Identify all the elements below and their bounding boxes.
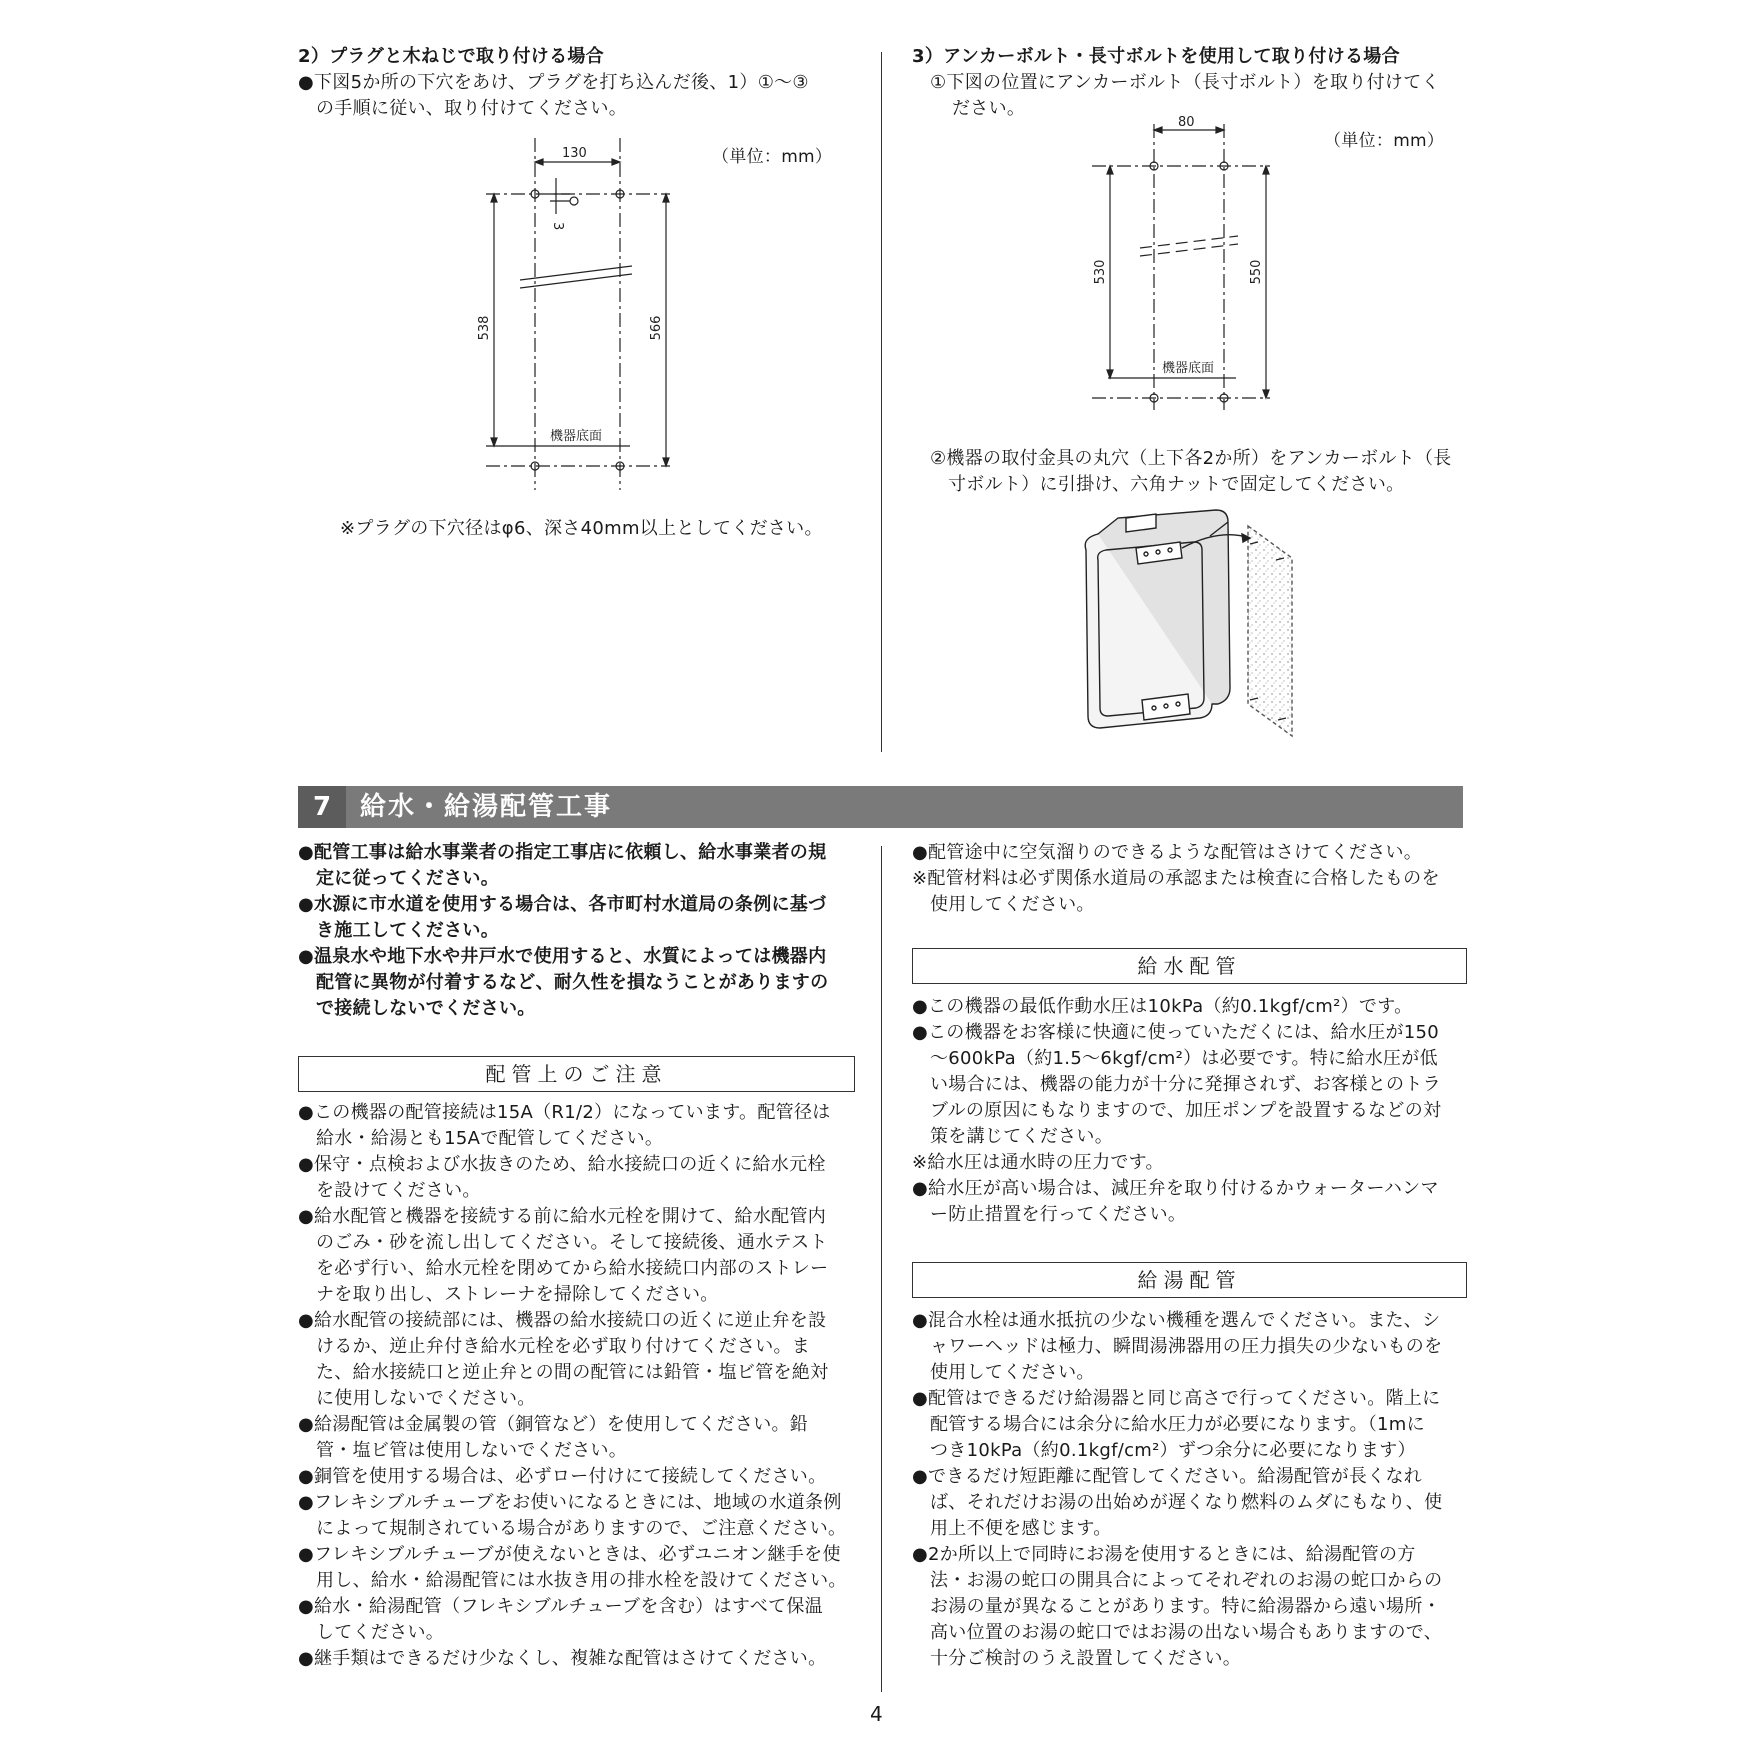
hot-3-line1: ●できるだけ短距離に配管してください。給湯配管が長くなれ — [912, 1466, 1423, 1487]
bold-item-2-line1: ●水源に市水道を使用する場合は、各市町村水道局の条例に基づ — [298, 894, 827, 915]
hot-water-subhead: 給湯配管 — [912, 1262, 1467, 1298]
water-2-line3: い場合には、機器の能力が十分に発揮されず、お客様とのトラ — [930, 1074, 1441, 1095]
caution-4-line4: に使用しないでください。 — [316, 1388, 536, 1409]
right-bottom-intro — [912, 840, 1472, 918]
anchor-step2-line1: ②機器の取付金具の丸穴（上下各2か所）をアンカーボルト（長 — [930, 448, 1452, 469]
water-supply-list — [912, 994, 1472, 1228]
water-2-line2: ～600kPa（約1.5～6kgf/cm²）は必要です。特に給水圧が低 — [930, 1048, 1438, 1069]
plug-hole-diagram — [470, 138, 710, 500]
bold-item-1-line2: 定に従ってください。 — [316, 868, 499, 889]
anchor-step1-line1: ①下図の位置にアンカーボルト（長寸ボルト）を取り付けてく — [930, 72, 1440, 93]
intro-1-line1: ●配管途中に空気溜りのできるような配管はさけてください。 — [912, 842, 1423, 863]
hot-4-line3: お湯の量が異なることがあります。特に給湯器から遠い場所・ — [930, 1596, 1441, 1617]
dim-height-530: 530 — [1093, 259, 1108, 285]
section-banner — [298, 786, 1463, 828]
caution-3-line3: を必ず行い、給水元栓を閉めてから給水接続口内部のストレー — [316, 1258, 829, 1279]
caution-1-line1: ●この機器の配管接続は15A（R1/2）になっています。配管径は — [298, 1102, 831, 1123]
column-divider-bottom — [881, 846, 882, 1692]
hot-4-line4: 高い位置のお湯の蛇口ではお湯の出ない場合もありますので、 — [930, 1622, 1443, 1643]
anchor-heading: 3）アンカーボルト・長寸ボルトを使用して取り付ける場合 — [912, 46, 1400, 67]
caution-8-line2: 用し、給水・給湯配管には水抜き用の排水栓を設けてください。 — [316, 1570, 847, 1591]
caution-2-line2: を設けてください。 — [316, 1180, 481, 1201]
water-2-line4: ブルの原因にもなりますので、加圧ポンプを設置するなどの対 — [930, 1100, 1442, 1121]
hot-1-line1: ●混合水栓は通水抵抗の少ない機種を選んでください。また、シ — [912, 1310, 1441, 1331]
caution-7-line1: ●フレキシブルチューブをお使いになるときには、地域の水道条例 — [298, 1492, 842, 1513]
caution-1-line2: 給水・給湯とも15Aで配管してください。 — [316, 1128, 664, 1149]
hot-2-line1: ●配管はできるだけ給湯器と同じ高さで行ってください。階上に — [912, 1388, 1441, 1409]
section-number: 7 — [298, 786, 346, 828]
piping-caution-list — [298, 1100, 858, 1672]
plug-instruction-2: の手順に従い、取り付けてください。 — [316, 98, 628, 119]
plug-heading: 2）プラグと木ねじで取り付ける場合 — [298, 46, 604, 67]
caution-4-line3: た、給水接続口と逆止弁との間の配管には鉛管・塩ビ管を絶対 — [316, 1362, 829, 1383]
caution-10-line1: ●継手類はできるだけ少なくし、複雑な配管はさけてください。 — [298, 1648, 827, 1669]
caution-7-line2: によって規制されている場合がありますので、ご注意ください。 — [316, 1518, 847, 1539]
caution-2-line1: ●保守・点検および水抜きのため、給水接続口の近くに給水元栓 — [298, 1154, 826, 1175]
bold-item-3-line1: ●温泉水や地下水や井戸水で使用すると、水質によっては機器内 — [298, 946, 827, 967]
caution-6-line1: ●銅管を使用する場合は、必ずロー付けにて接続してください。 — [298, 1466, 827, 1487]
water-2-line5: 策を講じてください。 — [930, 1126, 1113, 1147]
water-2-line1: ●この機器をお客様に快適に使っていただくには、給水圧が150 — [912, 1022, 1440, 1043]
anchor-step2-line2: 寸ボルト）に引掛け、六角ナットで固定してください。 — [948, 474, 1405, 495]
bold-item-3-line2: 配管に異物が付着するなど、耐久性を損なうことがありますの — [316, 972, 829, 993]
water-1-line1: ●この機器の最低作動水圧は10kPa（約0.1kgf/cm²）です。 — [912, 996, 1413, 1017]
caution-8-line1: ●フレキシブルチューブが使えないときは、必ずユニオン継手を使 — [298, 1544, 841, 1565]
left-unit-label: （単位：mm） — [712, 147, 833, 167]
anchor-bolt-diagram — [1090, 114, 1280, 414]
hot-2-line3: つき10kPa（約0.1kgf/cm²）ずつ余分に必要になります） — [930, 1440, 1416, 1461]
hot-3-line3: 用上不便を感じます。 — [930, 1518, 1112, 1539]
hot-4-line2: 法・お湯の蛇口の開具合によってそれぞれのお湯の蛇口からの — [930, 1570, 1443, 1591]
hot-4-line5: 十分ご検討のうえ設置してください。 — [930, 1648, 1242, 1669]
bold-item-2-line2: き施工してください。 — [316, 920, 499, 941]
dim-height-538: 538 — [477, 315, 492, 341]
caution-5-line2: 管・塩ビ管は使用しないでください。 — [316, 1440, 628, 1461]
hot-2-line2: 配管する場合には余分に給水圧力が必要になります。（1mに — [930, 1414, 1425, 1435]
device-bottom-label-right: 機器底面 — [1162, 361, 1215, 376]
bold-item-1-line1: ●配管工事は給水事業者の指定工事店に依頼し、給水事業者の規 — [298, 842, 827, 863]
left-top-block — [298, 44, 858, 122]
device-bottom-label: 機器底面 — [550, 429, 603, 444]
intro-2-line1: ※配管材料は必ず関係水道局の承認または検査に合格したものを — [912, 868, 1440, 889]
water-3-line1: ※給水圧は通水時の圧力です。 — [912, 1152, 1164, 1173]
left-bottom-bold-block — [298, 840, 858, 1022]
caution-4-line1: ●給水配管の接続部には、機器の給水接続口の近くに逆止弁を設 — [298, 1310, 827, 1331]
water-heater-mounting-illustration — [1070, 508, 1320, 744]
right-unit-label: （単位：mm） — [1324, 131, 1445, 151]
hot-1-line3: 使用してください。 — [930, 1362, 1095, 1383]
caution-3-line4: ナを取り出し、ストレーナを掃除してください。 — [316, 1284, 719, 1305]
section-title: 給水・給湯配管工事 — [360, 792, 613, 822]
anchor-step1-line2: ださい。 — [952, 98, 1026, 119]
caution-9-line2: してください。 — [316, 1622, 445, 1643]
plug-hole-note: ※プラグの下穴径はφ6、深さ40mm以上としてください。 — [340, 518, 823, 539]
water-supply-subhead: 給水配管 — [912, 948, 1467, 984]
plug-instruction-1: ●下図5か所の下穴をあけ、プラグを打ち込んだ後、1）①～③ — [298, 72, 809, 93]
dim-width-130: 130 — [562, 146, 587, 161]
intro-2-line2: 使用してください。 — [930, 894, 1095, 915]
hot-3-line2: ば、それだけお湯の出始めが遅くなり燃料のムダにもなり、使 — [930, 1492, 1443, 1513]
right-top-block — [912, 44, 1472, 122]
hot-4-line1: ●2か所以上で同時にお湯を使用するときには、給湯配管の方 — [912, 1544, 1416, 1565]
caution-3-line1: ●給水配管と機器を接続する前に給水元栓を開けて、給水配管内 — [298, 1206, 827, 1227]
dim-width-80: 80 — [1178, 115, 1195, 130]
dim-small-3: 3 — [550, 222, 565, 231]
caution-3-line2: のごみ・砂を流し出してください。そして接続後、通水テスト — [316, 1232, 828, 1253]
water-4-line2: ー防止措置を行ってください。 — [930, 1204, 1187, 1225]
page-number: 4 — [870, 1702, 883, 1726]
caution-5-line1: ●給湯配管は金属製の管（銅管など）を使用してください。鉛 — [298, 1414, 809, 1435]
water-4-line1: ●給水圧が高い場合は、減圧弁を取り付けるかウォーターハンマ — [912, 1178, 1439, 1199]
dim-height-550: 550 — [1249, 259, 1264, 285]
dim-height-566: 566 — [649, 315, 664, 341]
hot-1-line2: ャワーヘッドは極力、瞬間湯沸器用の圧力損失の少ないものを — [930, 1336, 1443, 1357]
anchor-step2-block — [930, 446, 1490, 498]
hot-water-list — [912, 1308, 1472, 1672]
bold-item-3-line3: で接続しないでください。 — [316, 998, 536, 1019]
caution-4-line2: けるか、逆止弁付き給水元栓を必ず取り付けてください。ま — [316, 1336, 811, 1357]
piping-caution-subhead: 配管上のご注意 — [298, 1056, 855, 1092]
column-divider-top — [881, 52, 882, 752]
caution-9-line1: ●給水・給湯配管（フレキシブルチューブを含む）はすべて保温 — [298, 1596, 823, 1617]
